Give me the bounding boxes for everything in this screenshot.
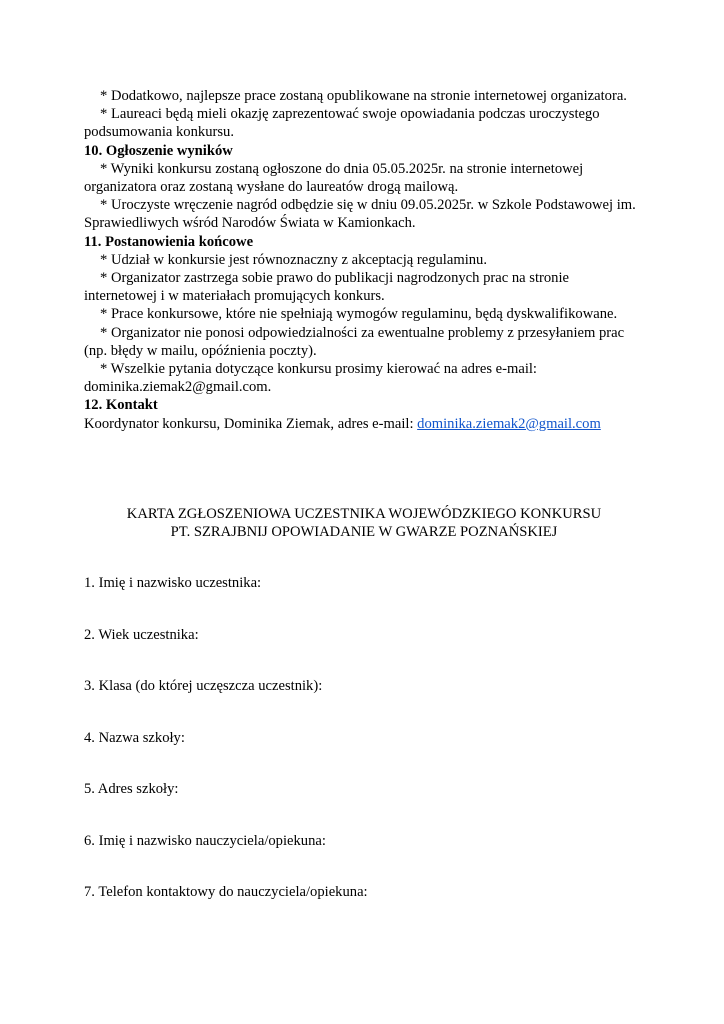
bullet-laureates-presentation: * Laureaci będą mieli okazję zaprezentować swoje opowiadania podczas uroczystego podsumowania konkursu. [84, 106, 600, 141]
field-teacher-phone: 7. Telefon kontaktowy do nauczyciela/opiekuna: [84, 884, 368, 900]
bullet-disqualification: * Prace konkursowe, które nie spełniają wymogów regulaminu, będą dyskwalifikowane. [100, 306, 618, 323]
field-school-name: 4. Nazwa szkoły: [84, 729, 185, 746]
bullet-liability: * Organizator nie ponosi odpowiedzialności za ewentualne problemy z przesyłaniem prac (np. błędy w mailu, opóźnienia poczty). [84, 324, 625, 359]
field-teacher-name: 6. Imię i nazwisko nauczyciela/opiekuna: [84, 832, 326, 849]
form-title-line-1: KARTA ZGŁOSZENIOWA UCZESTNIKA WOJEWÓDZKIEGO KONKURSU [126, 506, 602, 522]
section-heading-contact: 12. Kontakt [84, 397, 158, 414]
bullet-results-date: * Wyniki konkursu zostaną ogłoszone do dnia 05.05.2025r. na stronie internetowej organizatora oraz zostaną wysłane do laureatów drogą mailową. [84, 160, 584, 196]
bullet-award-ceremony: * Uroczyste wręczenie nagród odbędzie się w dniu 09.05.2025r. w Szkole Podstawowej im. Sprawiedliwych wśród Narodów Świata w Kamionkach. [84, 197, 636, 232]
form-title [84, 505, 644, 541]
section-heading-final-provisions: 11. Postanowienia końcowe [84, 233, 254, 250]
contact-text: Koordynator konkursu, Dominika Ziemak, adres e-mail: [84, 415, 418, 432]
field-class: 3. Klasa (do której uczęszcza uczestnik): [84, 678, 323, 694]
contact-email-link[interactable]: dominika.ziemak2@gmail.com [417, 415, 601, 432]
bullet-participation-acceptance: * Udział w konkursie jest równoznaczny z akceptacją regulaminu. [100, 251, 487, 268]
contact-line [84, 415, 644, 433]
application-form-fields [84, 574, 644, 935]
form-title-line-2: PT. SZRAJBNIJ OPOWIADANIE W GWARZE POZNAŃSKIEJ [170, 524, 558, 541]
field-school-address: 5. Adres szkoły: [84, 781, 179, 797]
field-participant-name: 1. Imię i nazwisko uczestnika: [84, 575, 262, 591]
bullet-publication: * Dodatkowo, najlepsze prace zostaną opublikowane na stronie internetowej organizatora. [100, 88, 627, 104]
bullet-questions-email: * Wszelkie pytania dotyczące konkursu prosimy kierować na adres e-mail: dominika.ziemak2@gmail.com. [84, 361, 537, 396]
field-participant-age: 2. Wiek uczestnika: [84, 626, 199, 643]
bullet-publication-rights: * Organizator zastrzega sobie prawo do publikacji nagrodzonych prac na stronie internetowej i w materiałach promujących konkurs. [84, 270, 569, 305]
section-heading-results: 10. Ogłoszenie wyników [84, 142, 233, 159]
rules-section [84, 87, 644, 433]
